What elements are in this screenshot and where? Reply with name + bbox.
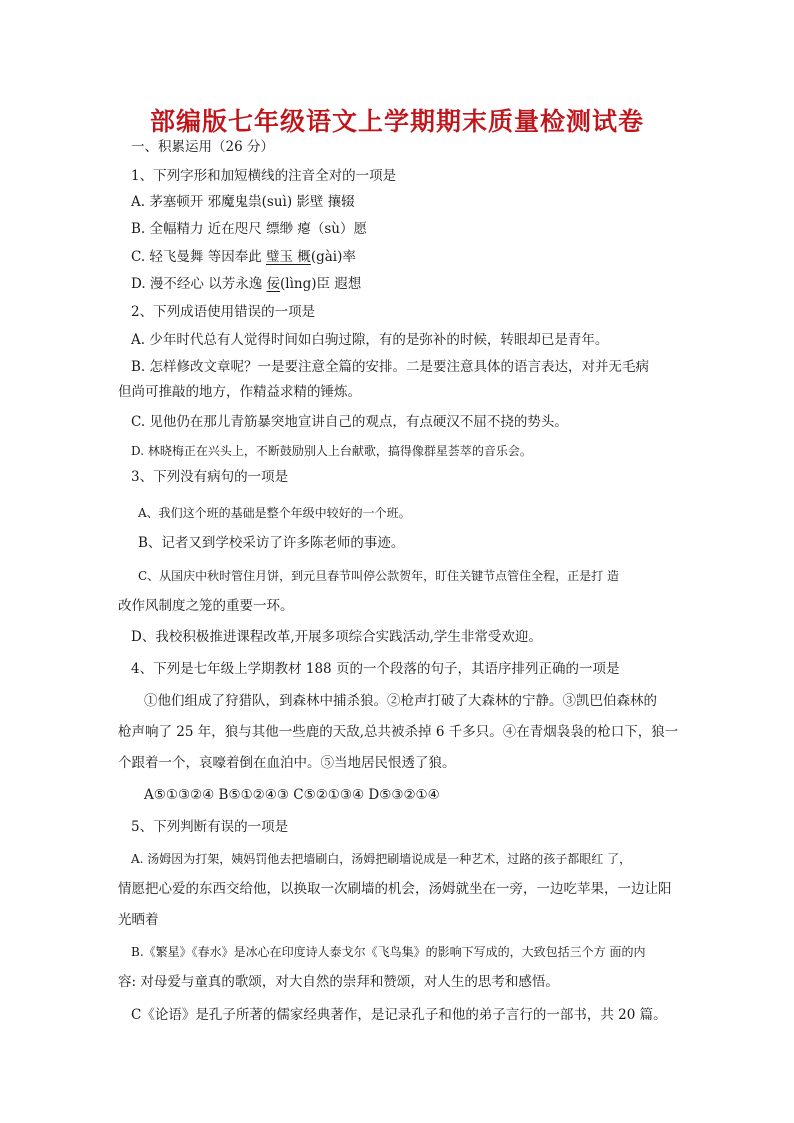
question-1-option-d bbox=[131, 275, 361, 293]
question-3-stem: 3、下列没有病句的一项是 bbox=[131, 469, 289, 485]
option-d-text: D. 漫不经心 以芳永逸 bbox=[131, 276, 267, 292]
question-5-option-a-line-2: 情愿把心爱的东西交给他，以换取一次刷墙的机会，汤姆就坐在一旁，一边吃苹果，一边让阳 bbox=[118, 881, 672, 897]
question-5-option-c: C《论语》是孔子所著的儒家经典著作，是记录孔子和他的弟子言行的一部书，共 20 篇。 bbox=[131, 1007, 667, 1023]
question-2-option-c: C. 见他仍在那儿青筋暴突地宣讲自己的观点，有点硬汉不屈不挠的势头。 bbox=[131, 414, 568, 430]
page-title: 部编版七年级语文上学期期末质量检测试卷 bbox=[149, 107, 644, 136]
option-c-underlined-text: 璧玉 概 bbox=[266, 249, 311, 265]
option-c-pinyin: (gài)率 bbox=[310, 249, 356, 265]
question-3-option-d: D、我校积极推进课程改革,开展多项综合实践活动,学生非常受欢迎。 bbox=[131, 629, 542, 645]
question-4-passage-line-2: 枪声响了 25 年，狼与其他一些鹿的天敌,总共被杀掉 6 千多只。④在青烟袅袅的枪口下，狼一 bbox=[118, 724, 679, 740]
question-1-option-c bbox=[131, 248, 356, 266]
question-4-passage-line-3: 个跟着一个，哀嚎着倒在血泊中。⑤当地居民恨透了狼。 bbox=[118, 755, 456, 771]
question-3-option-c-line-1: C、从国庆中秋时管住月饼，到元旦春节叫停公款贺年，盯住关键节点管住全程，正是打 造 bbox=[138, 569, 619, 583]
question-4-stem: 4、下列是七年级上学期教材 188 页的一个段落的句子，其语序排列正确的一项是 bbox=[131, 661, 620, 677]
option-d-pinyin: (lìng)臣 遐想 bbox=[280, 276, 362, 292]
question-2-stem: 2、下列成语使用错误的一项是 bbox=[131, 304, 316, 320]
option-d-underlined-text: 佞 bbox=[266, 276, 281, 292]
question-1-stem: 1、下列字形和加短横线的注音全对的一项是 bbox=[131, 168, 397, 184]
question-3-option-a: A、我们这个班的基础是整个年级中较好的一个班。 bbox=[138, 506, 411, 520]
question-3-option-b: B、记者又到学校采访了许多陈老师的事迹。 bbox=[138, 535, 405, 551]
question-3-option-c-line-2: 改作风制度之笼的重要一环。 bbox=[118, 598, 294, 614]
option-c-text: C. 轻飞曼舞 等因奉此 bbox=[131, 249, 267, 265]
question-1-option-a: A. 茅塞顿开 邪魔鬼祟(suì) 影壁 攘辍 bbox=[131, 194, 355, 210]
question-2-option-a: A. 少年时代总有人觉得时间如白驹过隙，有的是弥补的时候，转眼却已是青年。 bbox=[131, 332, 609, 348]
question-2-option-b-line-1: B. 怎样修改文章呢？一是要注意全篇的安排。二是要注意具体的语言表达，对并无毛病 bbox=[131, 359, 650, 375]
question-5-option-b-line-1: B.《繁星》《春水》是冰心在印度诗人泰戈尔《飞鸟集》的影响下写成的，大致包括三个方 面的内 bbox=[131, 945, 646, 959]
question-1-option-b: B. 全幅精力 近在咫尺 缥缈 瘪（sù）愿 bbox=[131, 221, 367, 237]
question-5-option-b-line-2: 容: 对母爱与童真的歌颂，对大自然的崇拜和赞颂，对人生的思考和感悟。 bbox=[118, 974, 559, 990]
question-5-option-a-line-1: A. 汤姆因为打架，姨妈罚他去把墙刷白，汤姆把刷墙说成是一种艺术，过路的孩子都眼红 了， bbox=[131, 852, 632, 866]
question-2-option-b-line-2: 但尚可推敲的地方，作精益求精的锤炼。 bbox=[118, 384, 361, 400]
question-5-stem: 5、下列判断有误的一项是 bbox=[131, 819, 289, 835]
question-2-option-d: D. 林晓梅正在兴头上，不断鼓励别人上台献歌，搞得像群星荟萃的音乐会。 bbox=[131, 444, 532, 458]
section-heading: 一、积累运用（26 分） bbox=[131, 139, 274, 155]
question-4-passage-line-1: ①他们组成了狩猎队，到森林中捕杀狼。②枪声打破了大森林的宁静。③凯巴伯森林的 bbox=[144, 693, 657, 709]
question-4-options: A⑤①③②④ B⑤①②④③ C⑤②①③④ D⑤③②①④ bbox=[144, 787, 440, 803]
question-5-option-a-line-3: 光晒着 bbox=[118, 912, 159, 928]
